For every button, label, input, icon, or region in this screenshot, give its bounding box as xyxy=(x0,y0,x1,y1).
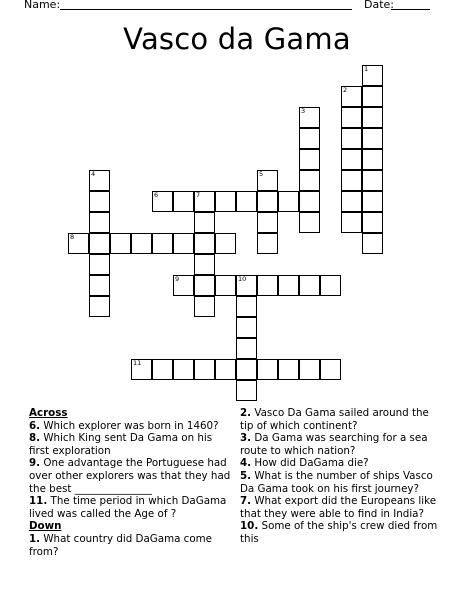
clue-item xyxy=(29,533,234,558)
clue-item xyxy=(240,432,445,457)
grid-cell[interactable] xyxy=(194,275,215,296)
grid-cell[interactable] xyxy=(341,212,362,233)
grid-cell[interactable] xyxy=(152,233,173,254)
grid-cell[interactable] xyxy=(236,296,257,317)
clue-text: Vasco Da Gama sailed around the tip of which continent? xyxy=(240,407,429,432)
grid-cell[interactable] xyxy=(341,191,362,212)
grid-cell[interactable] xyxy=(362,170,383,191)
across-heading: Across xyxy=(29,407,68,419)
grid-cell[interactable] xyxy=(215,275,236,296)
grid-cell[interactable] xyxy=(299,107,320,128)
clue-number: 11. xyxy=(29,495,48,508)
clue-number-label: 7 xyxy=(196,191,201,199)
clue-number-label: 3 xyxy=(301,107,306,115)
clue-number: 8. xyxy=(29,432,41,445)
grid-cell[interactable] xyxy=(194,359,215,380)
clue-item xyxy=(240,407,445,432)
clue-number-label: 9 xyxy=(175,275,180,283)
grid-cell[interactable] xyxy=(236,317,257,338)
clue-number: 2. xyxy=(240,407,252,419)
clue-number: 3. xyxy=(240,432,252,445)
grid-cell[interactable] xyxy=(194,296,215,317)
grid-cell[interactable] xyxy=(362,86,383,107)
clue-text: What is the number of ships Vasco Da Gama took on his first journey? xyxy=(240,469,433,495)
page-title: Vasco da Gama xyxy=(123,22,351,56)
grid-cell[interactable] xyxy=(89,191,110,212)
grid-cell[interactable] xyxy=(299,212,320,233)
grid-cell[interactable] xyxy=(362,107,383,128)
grid-cell[interactable] xyxy=(341,128,362,149)
grid-cell[interactable] xyxy=(215,233,236,254)
grid-cell[interactable] xyxy=(236,380,257,401)
clue-text: What country did DaGama come from? xyxy=(29,532,213,558)
clue-item xyxy=(29,457,234,495)
grid-cell[interactable] xyxy=(173,275,194,296)
grid-cell[interactable] xyxy=(89,275,110,296)
grid-cell[interactable] xyxy=(341,86,362,107)
grid-cell[interactable] xyxy=(173,359,194,380)
clue-number: 1. xyxy=(29,532,41,545)
clue-number-label: 2 xyxy=(343,86,348,94)
grid-cell[interactable] xyxy=(299,275,320,296)
clue-number-label: 8 xyxy=(70,233,75,241)
grid-cell[interactable] xyxy=(152,359,173,380)
grid-cell[interactable] xyxy=(278,191,299,212)
grid-cell[interactable] xyxy=(194,212,215,233)
clue-item xyxy=(240,495,445,520)
clue-number-label: 10 xyxy=(238,275,247,283)
clues-right-column xyxy=(240,407,445,546)
grid-cell[interactable] xyxy=(341,107,362,128)
grid-cell[interactable] xyxy=(131,233,152,254)
grid-cell[interactable] xyxy=(320,275,341,296)
clue-number-label: 11 xyxy=(133,359,142,367)
grid-cell[interactable] xyxy=(173,233,194,254)
grid-cell[interactable] xyxy=(131,359,152,380)
clue-number-label: 5 xyxy=(259,170,264,178)
grid-cell[interactable] xyxy=(299,128,320,149)
grid-cell[interactable] xyxy=(68,233,89,254)
grid-cell[interactable] xyxy=(299,359,320,380)
grid-cell[interactable] xyxy=(194,191,215,212)
clue-number-label: 4 xyxy=(91,170,96,178)
grid-cell[interactable] xyxy=(257,359,278,380)
grid-cell[interactable] xyxy=(362,191,383,212)
grid-cell[interactable] xyxy=(278,275,299,296)
clue-number: 7. xyxy=(240,495,252,508)
grid-cell[interactable] xyxy=(278,359,299,380)
clue-item xyxy=(240,457,445,470)
grid-cell[interactable] xyxy=(89,296,110,317)
grid-cell[interactable] xyxy=(236,191,257,212)
grid-cell[interactable] xyxy=(89,254,110,275)
clue-text: One advantage the Portuguese had over other explorers was that they had the best _______________ xyxy=(29,457,231,495)
grid-cell[interactable] xyxy=(341,149,362,170)
clue-text: The time period in which DaGama lived was called the Age of ? xyxy=(29,495,227,520)
grid-cell[interactable] xyxy=(299,170,320,191)
grid-cell[interactable] xyxy=(89,170,110,191)
grid-cell[interactable] xyxy=(257,275,278,296)
clue-text: Da Gama was searching for a sea route to which nation? xyxy=(240,432,428,457)
grid-cell[interactable] xyxy=(89,212,110,233)
grid-cell[interactable] xyxy=(362,149,383,170)
clue-number: 5. xyxy=(240,469,252,482)
clue-number: 6. xyxy=(29,419,41,432)
grid-cell[interactable] xyxy=(173,191,194,212)
grid-cell[interactable] xyxy=(362,233,383,254)
grid-cell[interactable] xyxy=(362,212,383,233)
grid-cell[interactable] xyxy=(257,212,278,233)
clue-text: Which explorer was born in 1460? xyxy=(43,419,219,432)
clue-item xyxy=(29,495,234,520)
grid-cell[interactable] xyxy=(152,191,173,212)
clue-item xyxy=(29,420,234,433)
clue-text: Some of the ship's crew died from this xyxy=(240,520,438,545)
clue-item xyxy=(29,432,234,457)
clue-text: Which King sent Da Gama on his first exploration xyxy=(29,432,213,457)
grid-cell[interactable] xyxy=(194,233,215,254)
clue-number-label: 1 xyxy=(364,65,369,73)
clue-item xyxy=(240,520,445,545)
grid-cell[interactable] xyxy=(236,338,257,359)
grid-cell[interactable] xyxy=(236,275,257,296)
clue-item xyxy=(240,470,445,495)
grid-cell[interactable] xyxy=(236,359,257,380)
clues-left-column xyxy=(29,407,234,558)
clue-number: 4. xyxy=(240,457,252,470)
grid-cell[interactable] xyxy=(362,128,383,149)
grid-cell[interactable] xyxy=(257,191,278,212)
grid-cell[interactable] xyxy=(110,233,131,254)
grid-cell[interactable] xyxy=(320,359,341,380)
clue-number: 9. xyxy=(29,457,41,470)
name-label: Name: xyxy=(24,0,61,11)
grid-cell[interactable] xyxy=(89,233,110,254)
date-label: Date: xyxy=(364,0,394,11)
grid-cell[interactable] xyxy=(299,149,320,170)
grid-cell[interactable] xyxy=(257,233,278,254)
grid-cell[interactable] xyxy=(194,254,215,275)
clue-number-label: 6 xyxy=(154,191,159,199)
clue-text: What export did the Europeans like that they were able to find in India? xyxy=(240,495,437,520)
clue-text: How did DaGama die? xyxy=(254,457,369,470)
clue-number: 10. xyxy=(240,520,259,533)
grid-cell[interactable] xyxy=(215,359,236,380)
grid-cell[interactable] xyxy=(257,170,278,191)
grid-cell[interactable] xyxy=(299,191,320,212)
grid-cell[interactable] xyxy=(215,191,236,212)
grid-cell[interactable] xyxy=(362,65,383,86)
grid-cell[interactable] xyxy=(341,170,362,191)
down-heading: Down xyxy=(29,520,62,533)
